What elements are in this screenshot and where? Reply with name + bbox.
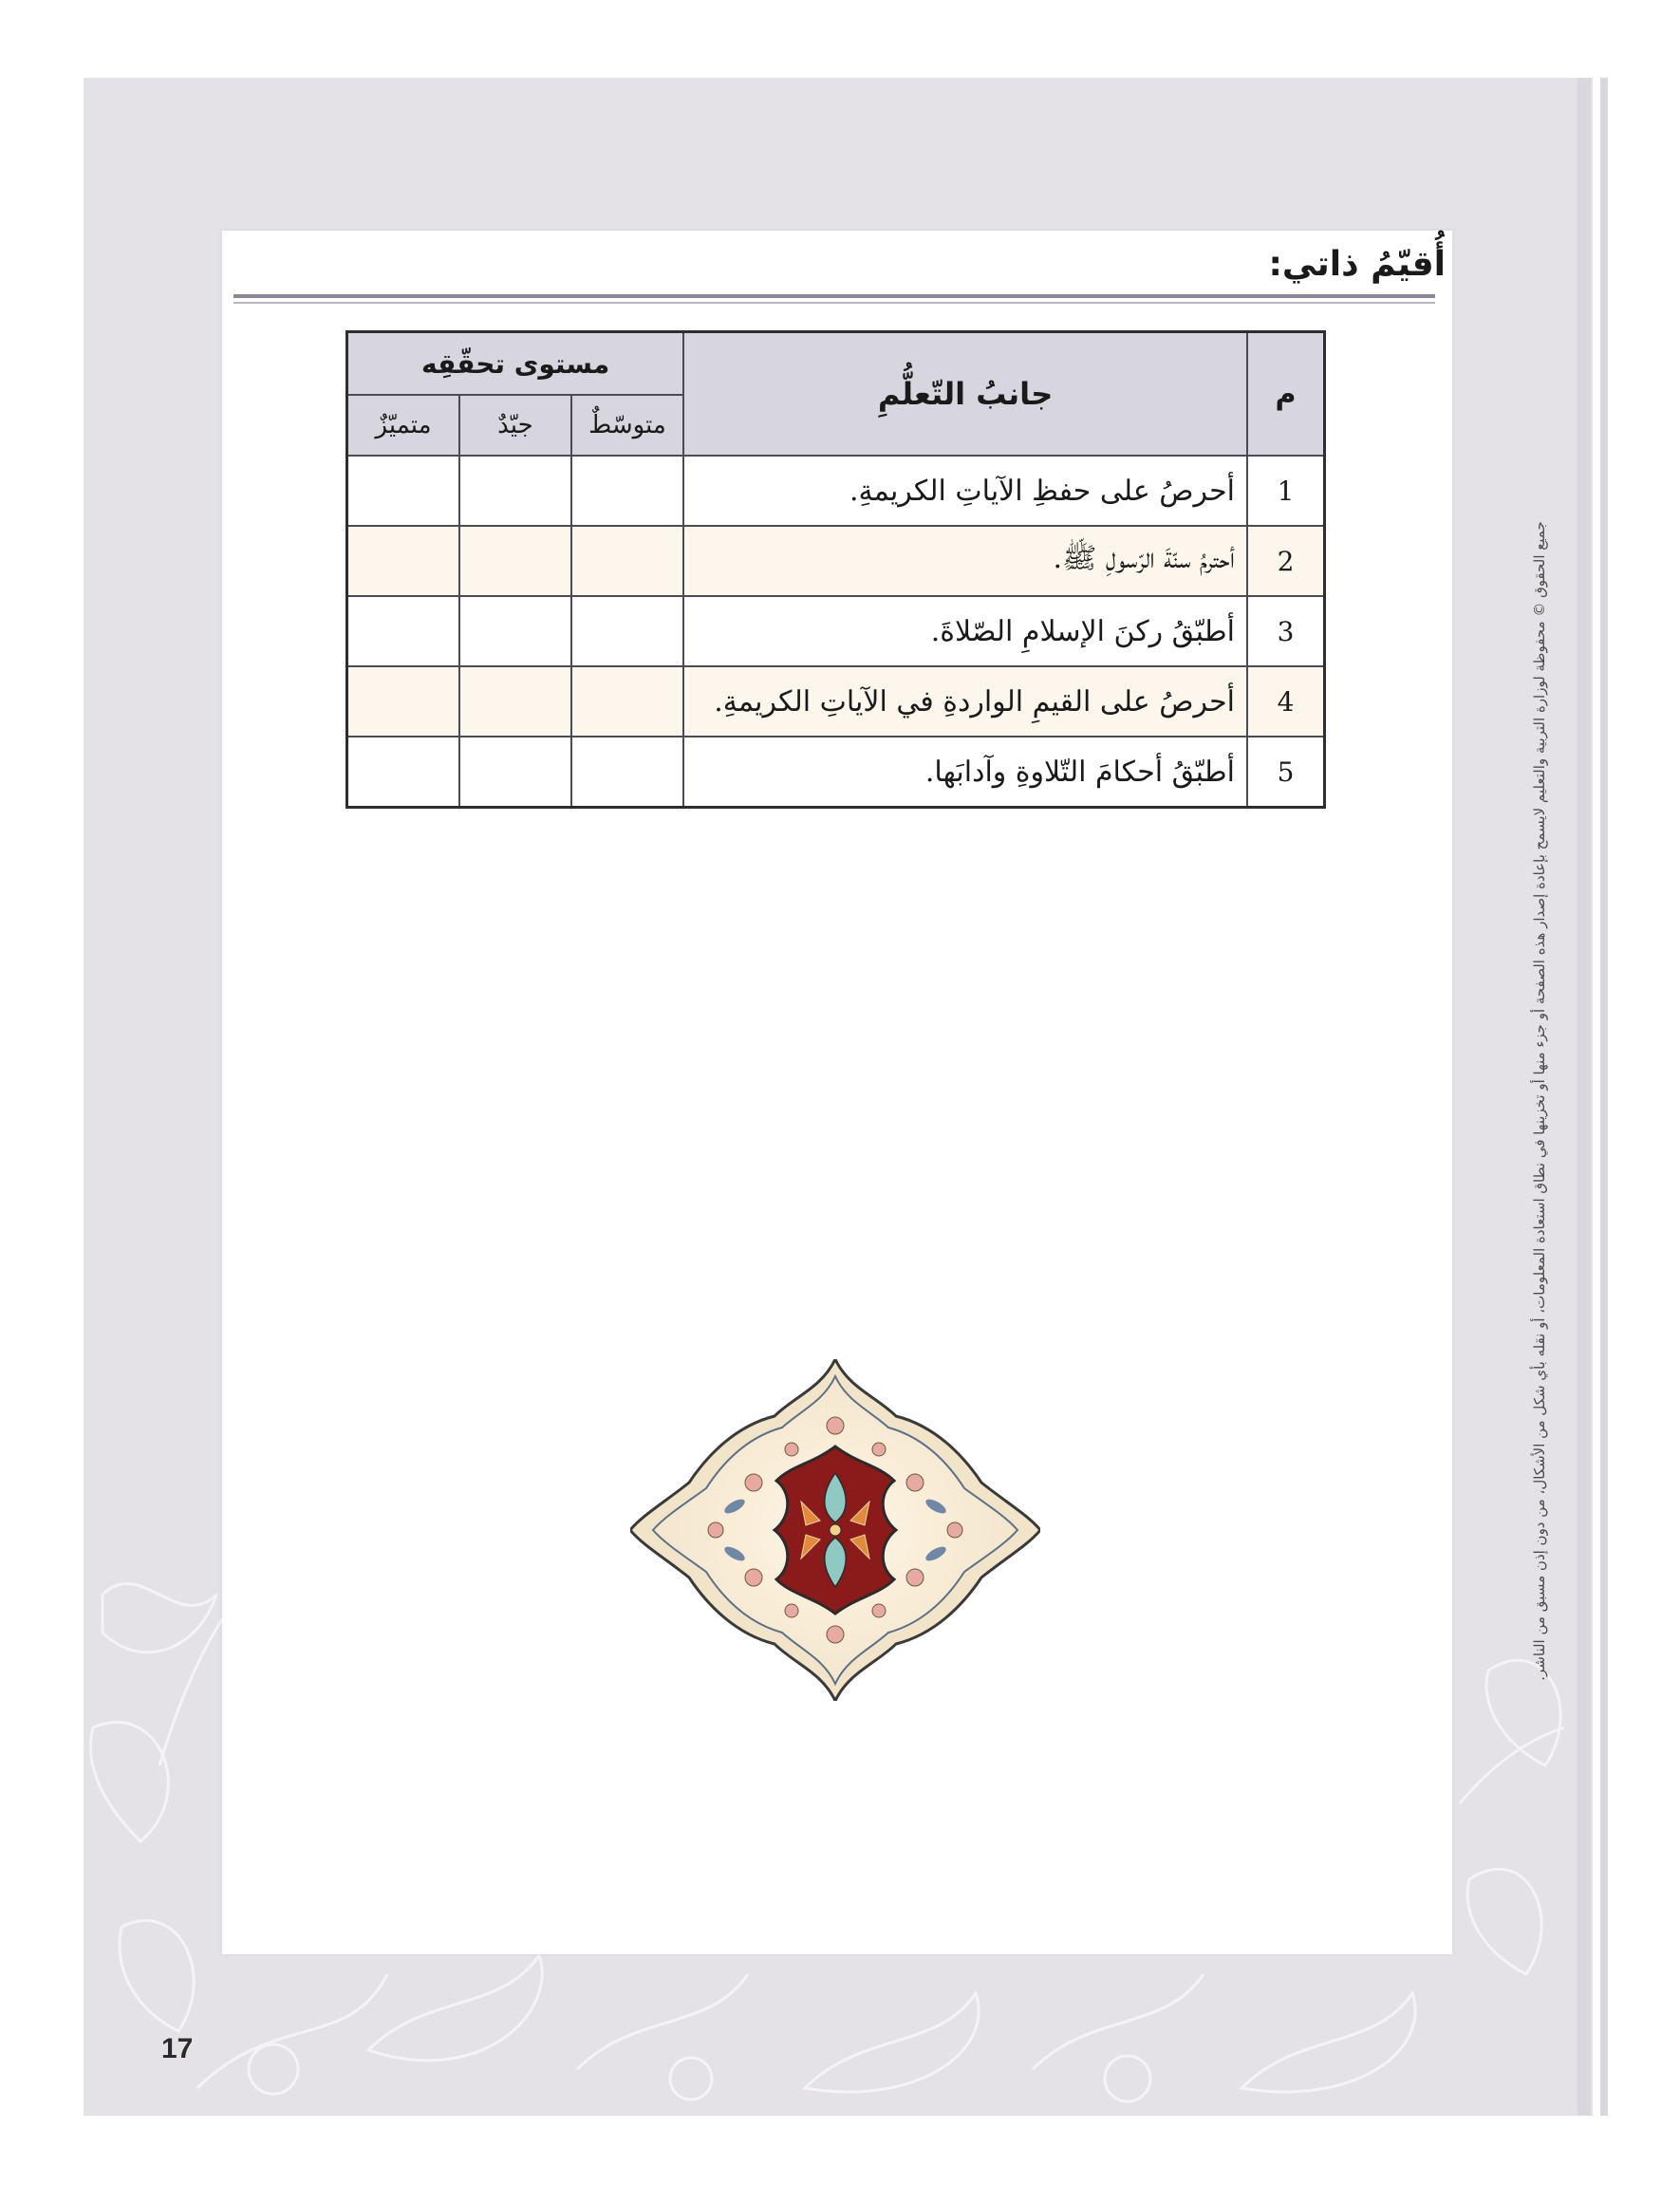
table-row: [347, 526, 1325, 596]
level-excellent-cell[interactable]: [347, 596, 460, 666]
level-good-cell[interactable]: [459, 456, 571, 526]
table-row: [347, 666, 1325, 737]
header-learning-aspect: جانبُ التّعلُّمِ: [683, 332, 1247, 457]
row-number: 5: [1247, 737, 1325, 808]
title-rule: [233, 294, 1435, 298]
level-good-cell[interactable]: [459, 526, 571, 596]
page-title: أُقيّمُ ذاتي:: [1268, 245, 1446, 284]
table-row: [347, 596, 1325, 666]
level-average-cell[interactable]: [571, 456, 683, 526]
level-good-cell[interactable]: [459, 737, 571, 808]
edge-strip: [1600, 78, 1608, 2116]
level-excellent-cell[interactable]: [347, 526, 460, 596]
row-aspect: أطبّقُ أحكامَ التّلاوةِ وآدابَها.: [683, 737, 1247, 808]
page-number: 17: [161, 2033, 194, 2064]
table-row: [347, 737, 1325, 808]
level-average-cell[interactable]: [571, 737, 683, 808]
row-number: 3: [1247, 596, 1325, 666]
level-average-cell[interactable]: [571, 526, 683, 596]
row-aspect: أحرصُ على حفظِ الآياتِ الكريمةِ.: [683, 456, 1247, 526]
header-achievement-level: مستوى تحقّقِه: [347, 332, 684, 396]
row-aspect: أحرصُ على القيمِ الواردةِ في الآياتِ الكريمةِ.: [683, 666, 1247, 737]
header-level-good: جيّدٌ: [459, 395, 571, 456]
level-average-cell[interactable]: [571, 666, 683, 737]
self-assessment-table: [345, 330, 1326, 809]
level-average-cell[interactable]: [571, 596, 683, 666]
level-excellent-cell[interactable]: [347, 737, 460, 808]
row-aspect: أحترمُ سنّةَ الرّسولِ ﷺ.: [683, 526, 1247, 596]
table-header-row: [347, 332, 1325, 396]
table-row: [347, 456, 1325, 526]
header-level-excellent: متميّزٌ: [347, 395, 460, 456]
level-excellent-cell[interactable]: [347, 456, 460, 526]
row-number: 1: [1247, 456, 1325, 526]
level-good-cell[interactable]: [459, 666, 571, 737]
row-number: 4: [1247, 666, 1325, 737]
edge-strip: [1577, 78, 1591, 2116]
title-rule-thin: [233, 302, 1435, 304]
header-level-average: متوسّطٌ: [571, 395, 683, 456]
header-number: م: [1247, 332, 1325, 457]
row-aspect: أطبّقُ ركنَ الإسلامِ الصّلاةَ.: [683, 596, 1247, 666]
level-excellent-cell[interactable]: [347, 666, 460, 737]
islamic-ornament-image: [630, 1359, 1040, 1701]
copyright-notice: جميع الحقوق © محفوظة لوزارة التربية والتعليم لايسمح بإعادة إصدار هذه الصفحة أو جزء منها أو تخزينها في نطاق استعادة المعلومات، أو نقله بأي شكل من الأشكال، من دون إذن مسبق من الناشر.: [1531, 521, 1548, 1681]
row-number: 2: [1247, 526, 1325, 596]
level-good-cell[interactable]: [459, 596, 571, 666]
